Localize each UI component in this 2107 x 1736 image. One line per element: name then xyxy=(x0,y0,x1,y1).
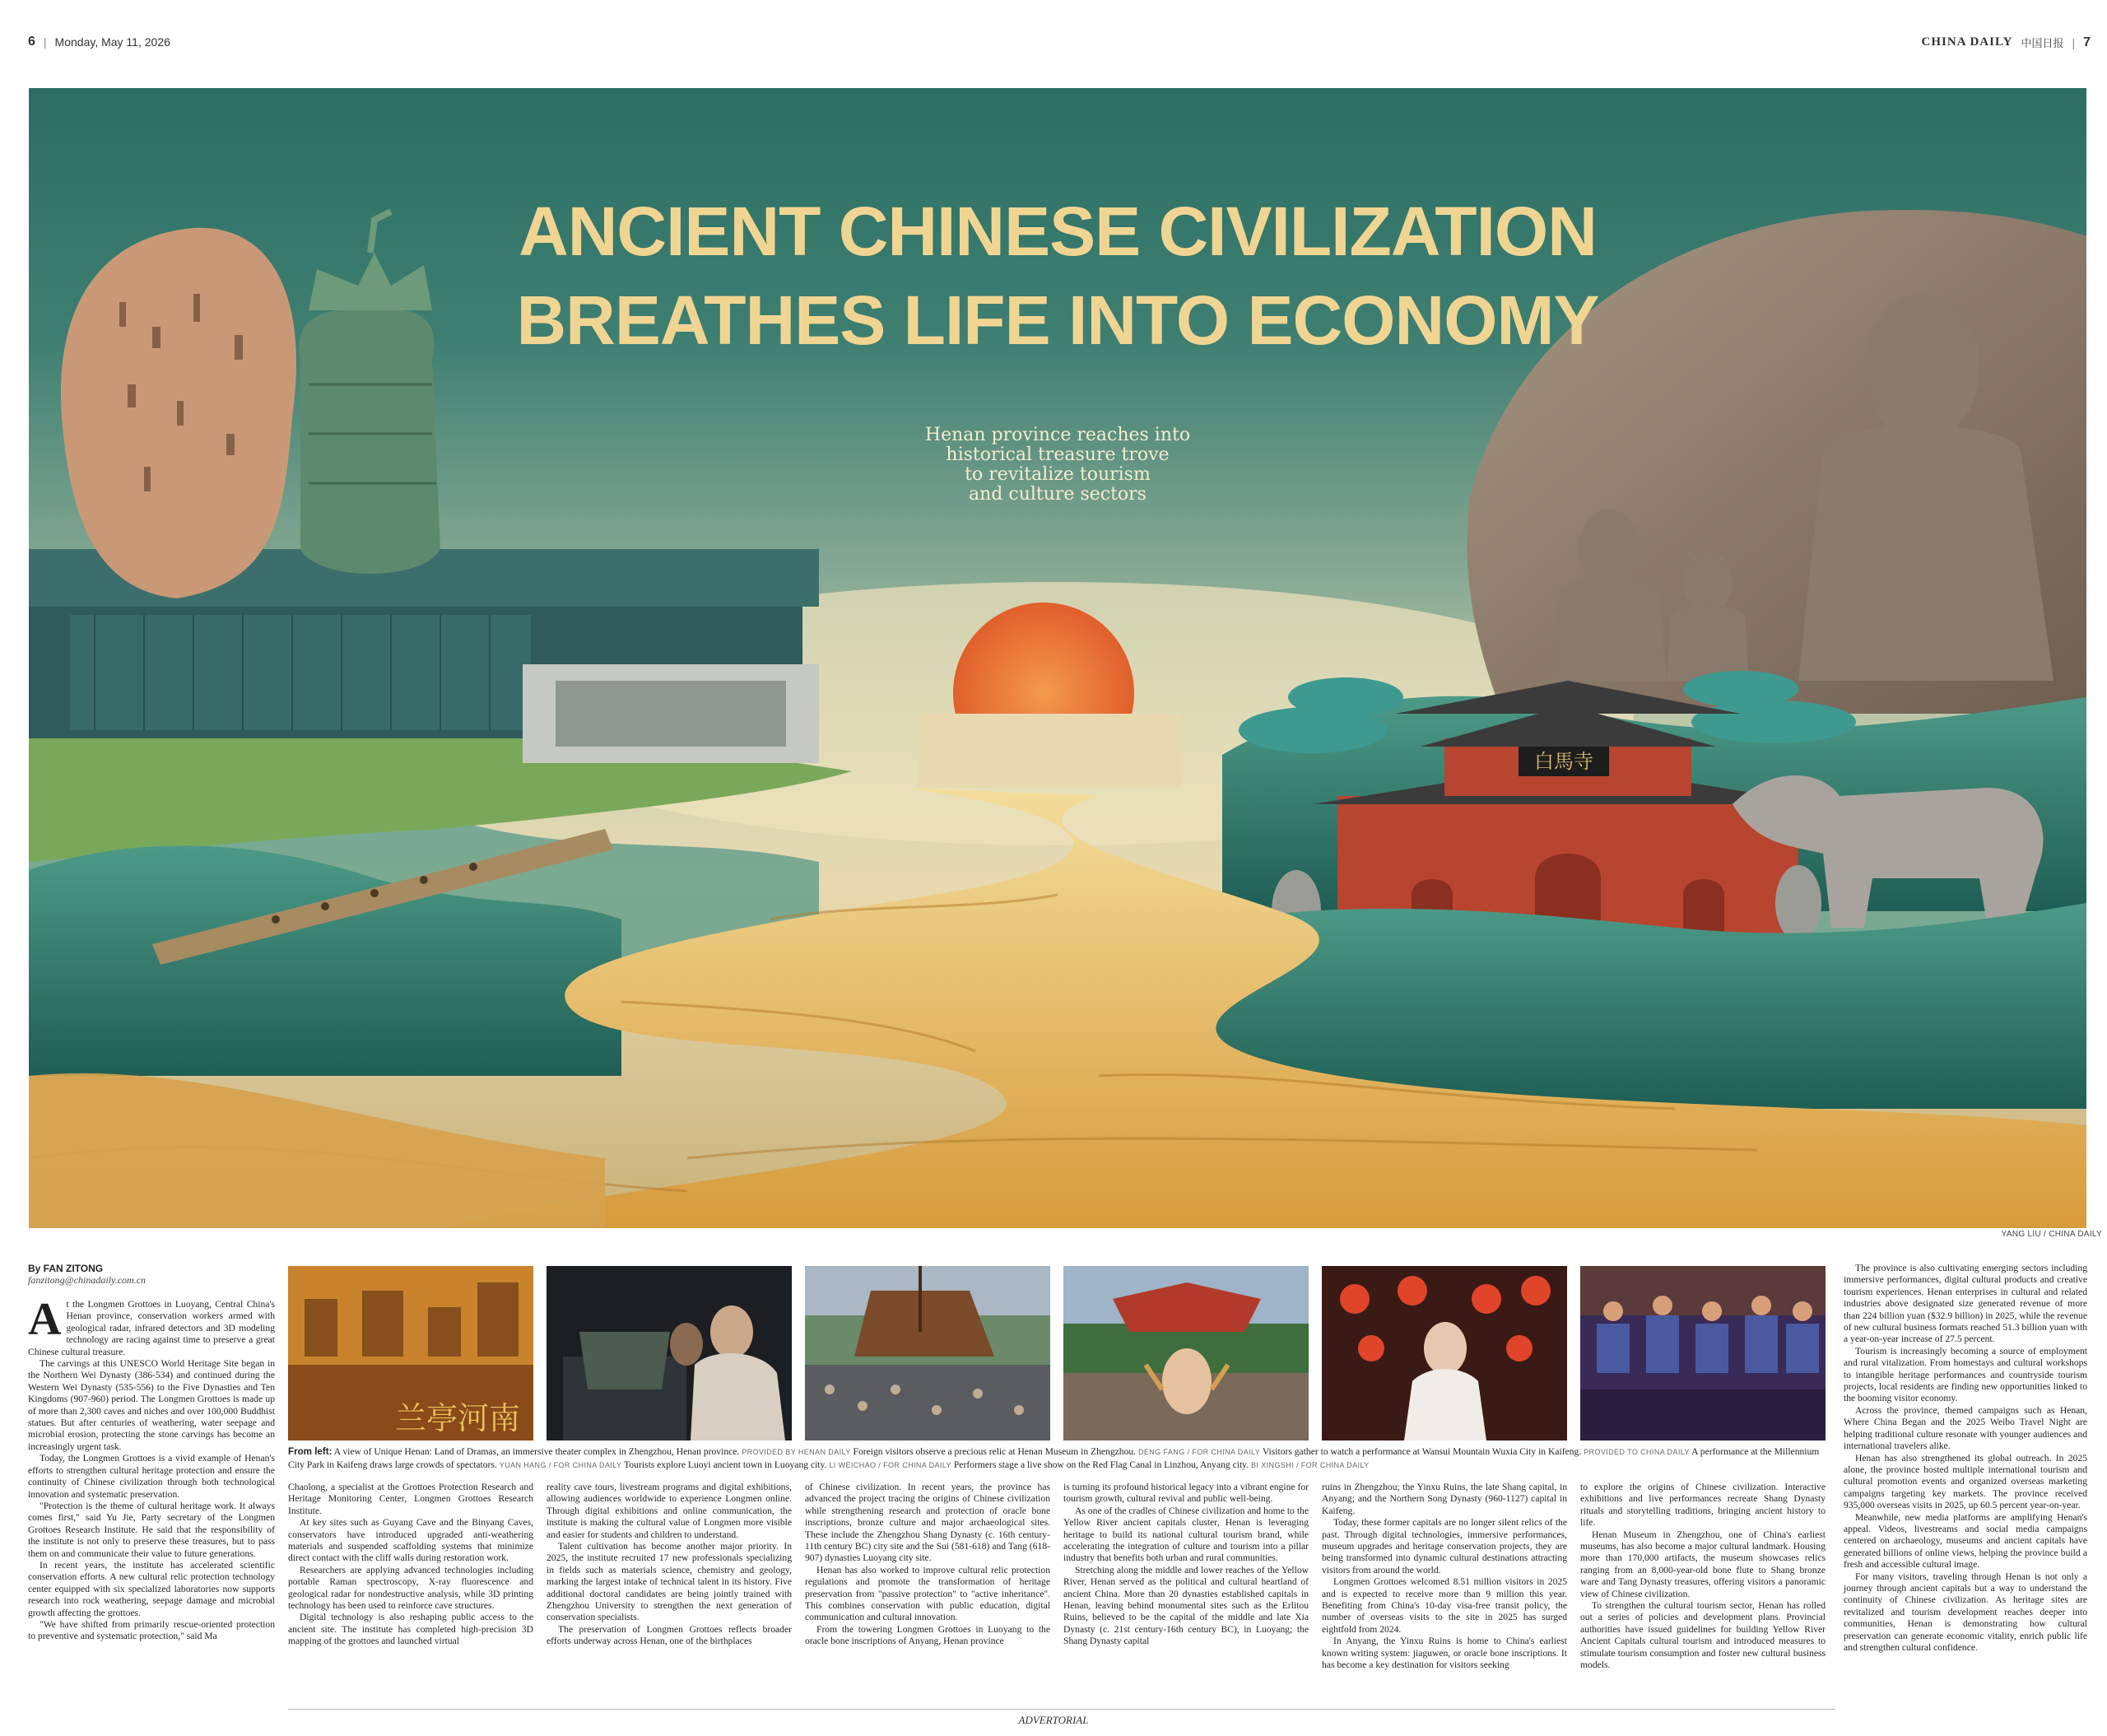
caption-credit: BI XINGSHI / FOR CHINA DAILY xyxy=(1251,1461,1370,1469)
article-paragraph: For many visitors, traveling through Henan is not only a journey through ancient capitals but a way to understand the continuity of Chinese civilization. As heritage sites are revitalized and tourism development reaches deeper into communities, Henan is demonstrating how cultural preservation can generate economic vitality, enrich public life and strengthen cultural confidence. xyxy=(1844,1571,2087,1653)
article-paragraph: Talent cultivation has become another major priority. In 2025, the institute recruited 17 new professionals specializing in fields such as materials science, chemistry and geology, marking the largest intake of technical talent in its history. Five additional doctoral candidates are being jointly trained with Zhengzhou University to strengthen the next generation of conservation specialists. xyxy=(547,1541,792,1623)
folio-separator: | xyxy=(43,35,47,49)
article-column-8 xyxy=(1844,1263,2087,1654)
article-paragraph: of Chinese civilization. In recent years, the province has advanced the project tracing the origins of Chinese civilization while strengthening research and protection of oracle bone inscriptions, bronze culture and major archaeological sites. These include the Zhengzhou Shang Dynasty (c. 16th century-11th century BC) city site and the Sui (581-618) and Tang (618-907) dynasties Luoyang city site. xyxy=(805,1482,1050,1564)
masthead-brand: CHINA DAILY xyxy=(1921,35,2013,49)
photo-watermark-text: 兰亭河南 xyxy=(395,1400,521,1436)
caption-text: Performers stage a live show on the Red Flag Canal in Linzhou, Anyang city. xyxy=(953,1459,1249,1470)
caption-text: A view of Unique Henan: Land of Dramas, an immersive theater complex in Zhengzhou, Henan province. xyxy=(333,1446,740,1457)
photo-red-flag-canal xyxy=(1580,1266,1826,1440)
caption-text: Tourists explore Luoyi ancient town in Luoyang city. xyxy=(624,1459,827,1470)
byline-author: By FAN ZITONG xyxy=(28,1263,104,1274)
caption-credit: PROVIDED TO CHINA DAILY xyxy=(1584,1448,1690,1456)
caption-credit: YUAN HANG / FOR CHINA DAILY xyxy=(499,1461,622,1469)
hero-headline xyxy=(29,187,2086,365)
caption-credit: DENG FANG / FOR CHINA DAILY xyxy=(1137,1448,1261,1456)
photo-millennium-city-park xyxy=(1063,1266,1309,1440)
hero-sub-line: historical treasure trove xyxy=(946,444,1170,465)
hero-headline-line1: ANCIENT CHINESE CIVILIZATION xyxy=(519,193,1597,270)
article-paragraph: The province is also cultivating emerging sectors including immersive performances, digital cultural products and creative tourism experiences. Henan enterprises in cultural and related industries above designated size generated revenue of more than 224 billion yuan ($32.9 billion) in 2025, while the revenue of new cultural business formats reached 51.3 billion yuan with a year-on-year increase of 27.5 percent. xyxy=(1844,1263,2087,1345)
article-paragraph: is turning its profound historical legacy into a vibrant engine for tourism growth, cultural revival and public well-being. xyxy=(1063,1482,1309,1505)
footer-rule xyxy=(288,1709,1835,1710)
article-paragraph: Henan Museum in Zhengzhou, one of China's earliest museums, has also become a major cultural landmark. Housing more than 170,000 artifacts, the museum showcases relics ranging from an 8,000-year-old bone flute to Shang bronze ware and Tang Dynasty treasures, offering visitors a panoramic view of Chinese civilization. xyxy=(1580,1529,1826,1599)
article-paragraph: The carvings at this UNESCO World Heritage Site began in the Northern Wei Dynasty (386-534) and continued during the Western Wei Dynasty (535-556) to the Five Dynasties and Ten Kingdoms (907-960) period. The Longmen Grottoes is made up of more than 2,300 caves and niches and over 100,000 Buddhist statues. But after centuries of weathering, water seepage and microbial erosion, protecting the stone carvings has become an increasingly urgent task. xyxy=(28,1358,275,1452)
caption-text: Visitors gather to watch a performance at Wansui Mountain Wuxia City in Kaifeng. xyxy=(1262,1446,1582,1457)
article-paragraph: Stretching along the middle and lower reaches of the Yellow River, Henan served as the political and cultural heartland of ancient China. More than 20 dynasties established capitals in Henan, leaving behind monumental sites such as the Erlitou Ruins, believed to be the capital of the middle and late Xia Dynasty (c. 21st century-16th century BC), in Luoyang; the Shang Dynasty capital xyxy=(1063,1564,1309,1647)
masthead-brand-cn: 中国日报 xyxy=(2021,37,2064,49)
illustration-credit: YANG LIU / CHINA DAILY xyxy=(2001,1230,2102,1239)
photo-immersive-theater-art xyxy=(288,1266,533,1440)
article-column-6 xyxy=(1322,1482,1567,1672)
photo-millennium-city-park-art xyxy=(1063,1266,1309,1440)
photo-luoyi-ancient-town-art xyxy=(1322,1266,1567,1440)
article-paragraph: Longmen Grottoes welcomed 8.51 million visitors in 2025 and is expected to receive more than 9 million this year. Benefiting from China's 10-day visa-free transit policy, the number of overseas visits to the site in 2025 has surged eightfold from 2024. xyxy=(1322,1576,1567,1635)
article-column-5 xyxy=(1063,1482,1309,1648)
hero-sub-line: Henan province reaches into xyxy=(924,425,1191,445)
river-bank-left xyxy=(29,1073,605,1228)
article-paragraph: Tourism is increasingly becoming a source of employment and rural vitalization. From homestays and cultural workshops to intangible heritage performances and countryside tourism projects, local residents are finding new opportunities linked to the booming visitor economy. xyxy=(1844,1345,2087,1404)
article-column-2 xyxy=(288,1482,533,1648)
article-paragraph: Today, the Longmen Grottoes is a vivid example of Henan's efforts to strengthen cultural heritage protection and ensure the continuity of Chinese civilization through both technological innovation and systematic preservation. xyxy=(28,1453,275,1500)
issue-date: Monday, May 11, 2026 xyxy=(54,35,170,49)
byline xyxy=(28,1263,146,1287)
article-column-3 xyxy=(547,1482,792,1648)
photo-luoyi-ancient-town xyxy=(1322,1266,1567,1440)
article-paragraph: The preservation of Longmen Grottoes reflects broader efforts underway across Henan, one of the birthplaces xyxy=(547,1623,792,1647)
temple-sign-text: 白馬寺 xyxy=(1534,750,1593,773)
article-paragraph: Henan has also strengthened its global outreach. In 2025 alone, the province hosted multiple international tourism and cultural promotion events and organized overseas marketing campaigns targeting key markets. The province received 935,000 overseas visits in 2025, up 60.5 percent year-on-year. xyxy=(1844,1452,2087,1511)
page-number-left: 6 xyxy=(28,35,35,49)
article-paragraph: As one of the cradles of Chinese civilization and home to the Yellow River ancient capitals cluster, Henan is leveraging heritage to build its national cultural tourism brand, while accelerating the integration of culture and tourism into a pillar industry that benefits both urban and rural communities. xyxy=(1063,1505,1309,1564)
article-paragraph: At key sites such as Guyang Cave and the Binyang Caves, conservators have introduced upgraded anti-weathering materials and suspended scaffolding systems that minimize direct contact with the cliff walls during restoration work. xyxy=(288,1517,533,1564)
drop-cap: A xyxy=(28,1294,62,1345)
photo-wansui-mountain xyxy=(805,1266,1050,1440)
photo-wansui-mountain-art xyxy=(805,1266,1050,1440)
advertorial-label: ADVERTORIAL xyxy=(1018,1714,1089,1726)
article-paragraph: Meanwhile, new media platforms are amplifying Henan's appeal. Videos, livestreams and social media campaigns centered on archaeology, museums and ancient capitals have generated billions of online views, helping the province build a fresh and accessible cultural image. xyxy=(1844,1511,2087,1571)
article-paragraph: "Protection is the theme of cultural heritage work. It always comes first," said Yu Jie, Party secretary of the Longmen Grottoes Research Institute. He said that the responsibility of the institute is not only to preserve these treasures, but to pass them on and communicate their value to future generations. xyxy=(28,1500,275,1559)
photo-henan-museum-art xyxy=(547,1266,792,1440)
article-column-7 xyxy=(1580,1482,1826,1672)
article-paragraph: "We have shifted from primarily rescue-oriented protection to preventive and systematic protection," said Ma xyxy=(28,1618,275,1642)
photo-red-flag-canal-art xyxy=(1580,1266,1826,1440)
article-paragraph: Chaolong, a specialist at the Grottoes Protection Research and Heritage Monitoring Center, Longmen Grottoes Research Institute. xyxy=(288,1482,533,1516)
folio-left xyxy=(28,35,170,49)
hero-subheadline xyxy=(770,426,1346,505)
stone-lion-right xyxy=(1775,865,1821,941)
photo-immersive-theater xyxy=(288,1266,533,1440)
caption-text: Foreign visitors observe a precious relic at Henan Museum in Zhengzhou. xyxy=(853,1446,1137,1457)
article-paragraph: Henan has also worked to improve cultural relic protection regulations and promote the transformation of heritage preservation from "passive protection" to "active inheritance". This combines conservation with public education, digital communication and cultural innovation. xyxy=(805,1564,1050,1623)
article-column-4 xyxy=(805,1482,1050,1648)
caption-credit: PROVIDED BY HENAN DAILY xyxy=(742,1448,851,1456)
caption-lead: From left: xyxy=(288,1446,333,1457)
hero-sub-line: and culture sectors xyxy=(969,484,1147,505)
article-paragraph: reality cave tours, livestream programs and digital exhibitions, allowing audiences worldwide to experience Longmen online. Through digital exhibitions and online communication, the institute is making the cultural value of Longmen more visible and easier for students and children to understand. xyxy=(547,1482,792,1540)
article-paragraph: From the towering Longmen Grottoes in Luoyang to the oracle bone inscriptions of Anyang, Henan province xyxy=(805,1623,1050,1647)
hero-illustration xyxy=(29,88,2086,1228)
article-paragraph: To strengthen the cultural tourism sector, Henan has rolled out a series of policies and development plans. Provincial authorities have issued guidelines for building Yellow River Ancient Capitals cultural tourism and introduced measures to stimulate tourism consumption and foster new cultural business models. xyxy=(1580,1600,1826,1671)
article-paragraph: ruins in Zhengzhou; the Yinxu Ruins, the late Shang capital, in Anyang; and the Northern Song Dynasty (960-1127) capital in Kaifeng. xyxy=(1322,1482,1567,1516)
hero-sub-line: to revitalize tourism xyxy=(965,464,1151,485)
photo-henan-museum xyxy=(547,1266,792,1440)
article-paragraph xyxy=(28,1294,275,1358)
article-paragraph: In Anyang, the Yinxu Ruins is home to China's earliest known writing system: jiaguwen, or oracle bone inscriptions. It has become a key destination for visitors seeking xyxy=(1322,1636,1567,1671)
article-paragraph: Researchers are applying advanced technologies including portable Raman spectroscopy, X-ray fluorescence and geological radar for nondestructive analysis, while 3D printing technology has been used to reinforce cave structures. xyxy=(288,1564,533,1612)
article-paragraph: In recent years, the institute has accelerated scientific conservation efforts. A new cultural relic protection technology center equipped with six specialized laboratories now supports research into rock weathering, seepage damage and microbial growth affecting the grottoes. xyxy=(28,1559,275,1618)
article-paragraph: Across the province, themed campaigns such as Henan, Where China Began and the 2025 Weibo Travel Night are helping traditional culture resonate with younger audiences and international travelers alike. xyxy=(1844,1404,2087,1452)
folio-separator: | xyxy=(2072,35,2076,49)
caption-text: A performance at the Millennium City Park in Kaifeng draws large crowds of spectators. xyxy=(288,1446,1820,1470)
hero-headline-line2: BREATHES LIFE INTO ECONOMY xyxy=(516,282,1599,359)
article-paragraph: Today, these former capitals are no longer silent relics of the past. Through digital technologies, immersive performances, museum upgrades and heritage conservation projects, they are being transformed into dynamic cultural destinations attracting visitors from around the world. xyxy=(1322,1517,1567,1575)
photo-strip xyxy=(288,1266,1826,1440)
article-column-1 xyxy=(28,1294,275,1643)
photo-captions xyxy=(288,1445,1835,1472)
paragraph-text: t the Longmen Grottoes in Luoyang, Central China's Henan province, conservation workers armed with geological radar, infrared detectors and 3D modeling technology are racing against time to preserve a great Chinese cultural treasure. xyxy=(28,1299,275,1357)
article-paragraph: to explore the origins of Chinese civilization. Interactive exhibitions and live performances recreate Shang Dynasty rituals and storytelling traditions, bringing ancient history to life. xyxy=(1580,1482,1826,1529)
folio-right xyxy=(1922,35,2091,50)
byline-email: fanzitong@chinadaily.com.cn xyxy=(28,1274,147,1286)
page-number-right: 7 xyxy=(2083,35,2091,49)
caption-credit: LI WEICHAO / FOR CHINA DAILY xyxy=(829,1461,951,1469)
article-paragraph: Digital technology is also reshaping public access to the ancient site. The institute has completed high-precision 3D mapping of the grottoes and launched virtual xyxy=(288,1612,533,1647)
sun-horizon-mask xyxy=(918,714,1181,788)
